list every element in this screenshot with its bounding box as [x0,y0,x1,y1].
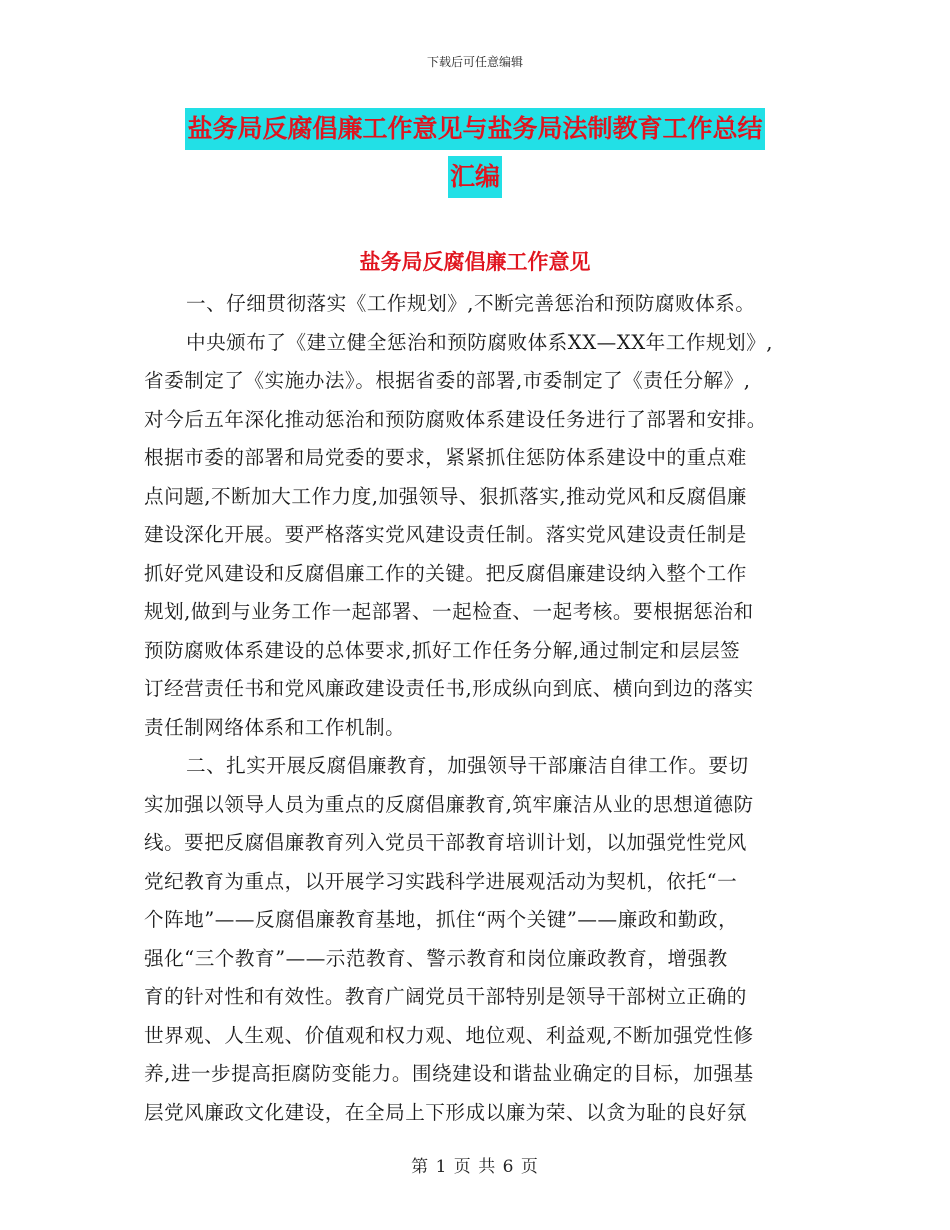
section-title: 盐务局反腐倡廉工作意见 [359,249,591,274]
text-line: 强化“三个教育”——示范教育、警示教育和岗位廉政教育，增强教 [144,946,728,970]
text-line: 建设深化开展。要严格落实党风建设责任制。落实党风建设责任制是 [144,523,747,546]
text-line: 抓好党风建设和反腐倡廉工作的关键。把反腐倡廉建设纳入整个工作 [144,561,747,585]
header-note: 下载后可任意编辑 [426,55,523,69]
text-line: 二、扎实开展反腐倡廉教育，加强领导干部廉洁自律工作。要切 [186,754,749,777]
body-text [144,285,804,1132]
text-line: 中央颁布了《建立健全惩治和预防腐败体系XX—XX年工作规划》, [186,330,773,354]
title-line-1: 盐务局反腐倡廉工作意见与盐务局法制教育工作总结 [185,108,764,150]
text-line: 线。要把反腐倡廉教育列入党员干部教育培训计划，以加强党性党风 [144,831,747,854]
text-line: 省委制定了《实施办法》。根据省委的部署,市委制定了《责任分解》, [144,369,751,392]
text-line: 层党风廉政文化建设，在全局上下形成以廉为荣、以贪为耻的良好氛 [144,1100,747,1124]
text-line: 实加强以领导人员为重点的反腐倡廉教育,筑牢廉洁从业的思想道德防 [144,792,754,816]
page-number-footer: 第 1 页 共 6 页 [411,1157,539,1177]
document-title [0,108,950,198]
text-line: 订经营责任书和党风廉政建设责任书,形成纵向到底、横向到边的落实 [144,677,754,700]
text-line: 规划,做到与业务工作一起部署、一起检查、一起考核。要根据惩治和 [144,600,754,623]
text-line: 根据市委的部署和局党委的要求，紧紧抓住惩防体系建设中的重点难 [144,446,747,469]
text-line: 点问题,不断加大工作力度,加强领导、狠抓落实,推动党风和反腐倡廉 [144,484,747,508]
title-line-2: 汇编 [448,156,502,198]
text-line: 预防腐败体系建设的总体要求,抓好工作任务分解,通过制定和层层签 [144,638,741,662]
text-line: 个阵地”——反腐倡廉教育基地，抓住“两个关键”——廉政和勤政， [144,908,739,931]
text-line: 一、仔细贯彻落实《工作规划》,不断完善惩治和预防腐败体系。 [186,292,756,315]
text-line: 对今后五年深化推动惩治和预防腐败体系建设任务进行了部署和安排。 [144,407,767,431]
text-line: 养,进一步提高拒腐防变能力。围绕建设和谐盐业确定的目标，加强基 [144,1062,754,1085]
text-line: 责任制网络体系和工作机制。 [144,715,406,739]
text-line: 党纪教育为重点，以开展学习实践科学进展观活动为契机，依托“一 [144,869,738,893]
text-line: 育的针对性和有效性。教育广阔党员干部特别是领导干部树立正确的 [144,985,747,1008]
text-line: 世界观、人生观、价值观和权力观、地位观、利益观,不断加强党性修 [144,1023,754,1047]
